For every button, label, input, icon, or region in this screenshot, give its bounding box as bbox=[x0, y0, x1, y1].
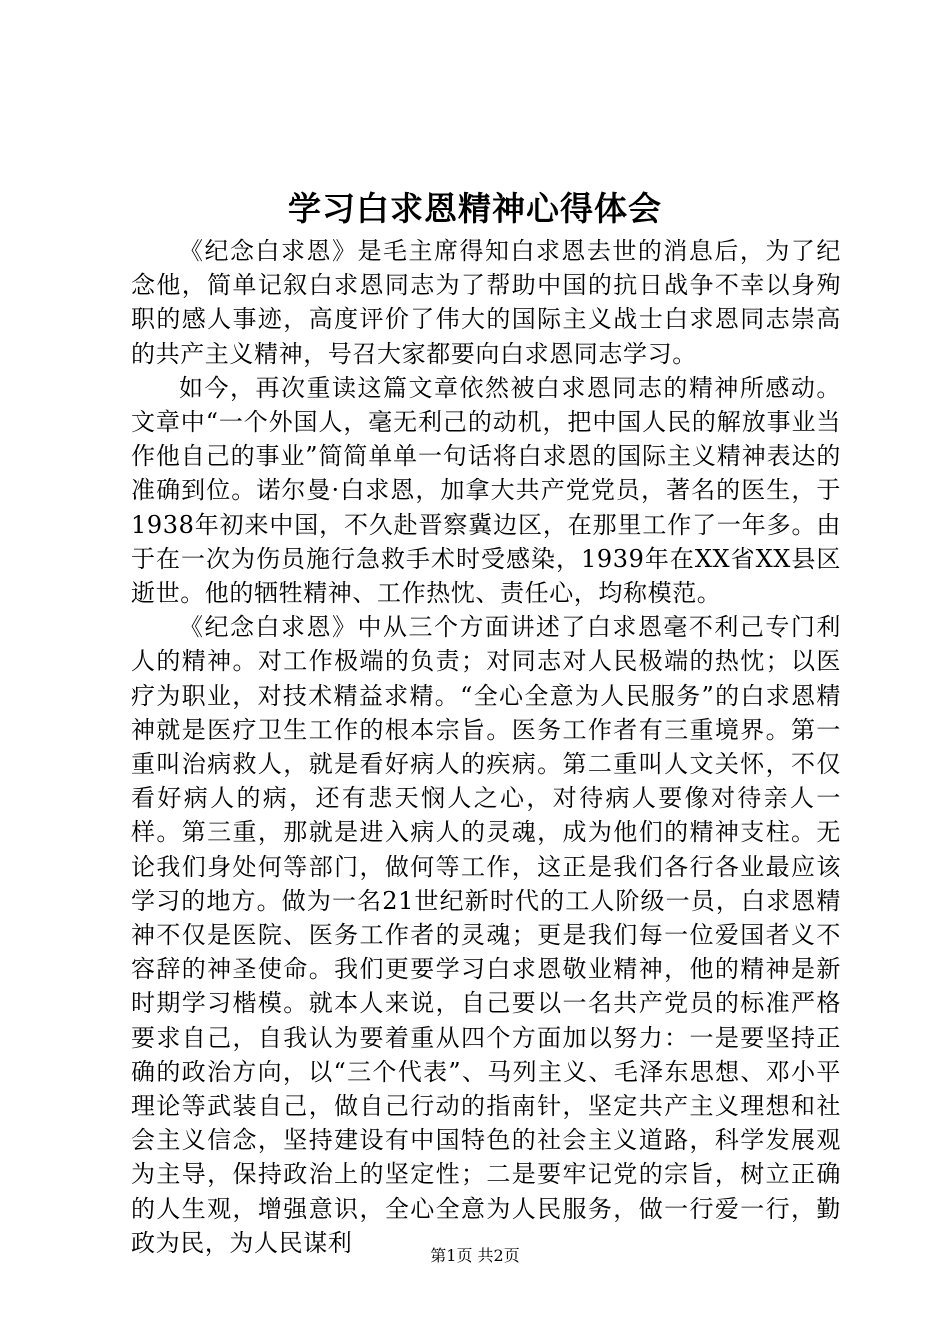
paragraph-2: 如今，再次重读这篇文章依然被白求恩同志的精神所感动。文章中“一个外国人，毫无利己的动机，把中国人民的解放事业当作他自己的事业”简简单单一句话将白求恩的国际主义精神表达的准确到位。诺尔曼·白求恩，加拿大共产党党员，著名的医生，于1938年初来中国，不久赴晋察冀边区，在那里工作了一年多。由于在一次为伤员施行急救手术时受感染，1939年在XX省XX县区逝世。他的牺牲精神、工作热忱、责任心，均称模范。 bbox=[131, 373, 841, 608]
document-body bbox=[131, 234, 841, 1260]
document-title: 学习白求恩精神心得体会 bbox=[288, 189, 662, 228]
paragraph-3: 《纪念白求恩》中从三个方面讲述了白求恩毫不利己专门利人的精神。对工作极端的负责；对同志对人民极端的热忱；以医疗为职业，对技术精益求精。“全心全意为人民服务”的白求恩精神就是医疗卫生工作的根本宗旨。医务工作者有三重境界。第一重叫治病救人，就是看好病人的疾病。第二重叫人文关怀，不仅看好病人的病，还有悲天悯人之心，对待病人要像对待亲人一样。第三重，那就是进入病人的灵魂，成为他们的精神支柱。无论我们身处何等部门，做何等工作，这正是我们各行各业最应该学习的地方。做为一名21世纪新时代的工人阶级一员，白求恩精神不仅是医院、医务工作者的灵魂；更是我们每一位爱国者义不容辞的神圣使命。我们更要学习白求恩敬业精神，他的精神是新时期学习楷模。就本人来说，自己要以一名共产党员的标准严格要求自己，自我认为要着重从四个方面加以努力：一是要坚持正确的政治方向，以“三个代表”、马列主义、毛泽东思想、邓小平理论等武装自己，做自己行动的指南针，坚定共产主义理想和社会主义信念，坚持建设有中国特色的社会主义道路，科学发展观为主导，保持政治上的坚定性；二是要牢记党的宗旨，树立正确的人生观，增强意识，全心全意为人民服务，做一行爱一行，勤政为民，为人民谋利 bbox=[131, 613, 841, 1257]
page-footer: 第1页 共2页 bbox=[430, 1246, 520, 1265]
paragraph-1: 《纪念白求恩》是毛主席得知白求恩去世的消息后，为了纪念他，简单记叙白求恩同志为了帮助中国的抗日战争不幸以身殉职的感人事迹，高度评价了伟大的国际主义战士白求恩同志崇高的共产主义精神，号召大家都要向白求恩同志学习。 bbox=[131, 237, 841, 368]
